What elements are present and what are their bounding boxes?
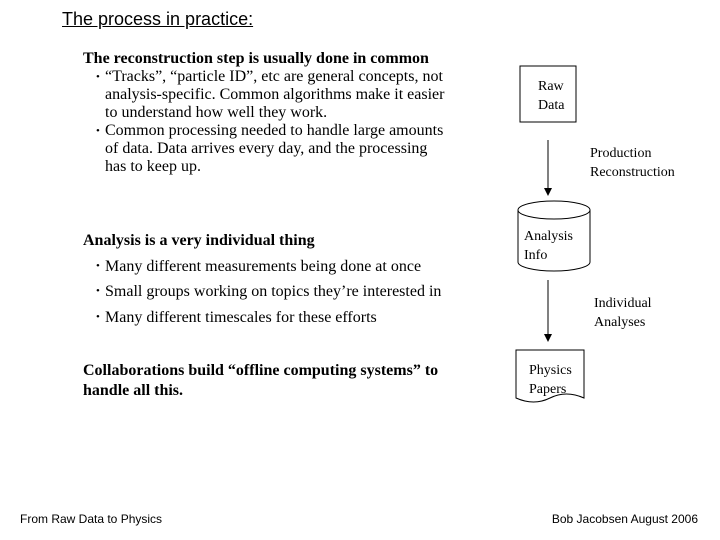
bullet-common-processing: • Common processing needed to handle large amounts of data. Data arrives every day, and the processing has to keep up.	[96, 122, 444, 175]
section-reconstruction	[83, 50, 503, 176]
slide-title: The process in practice:	[62, 9, 254, 29]
physics-papers-label: Physics Papers	[529, 363, 572, 397]
bullet-measurements: • Many different measurements being done at once	[96, 257, 422, 275]
footer-left: From Raw Data to Physics	[20, 512, 163, 526]
reconstruction-heading: The reconstruction step is usually done in common	[83, 50, 429, 67]
arrowhead-icon	[544, 334, 552, 342]
bullet-dot-icon: •	[96, 310, 100, 323]
bullet-dot-icon: •	[96, 125, 100, 137]
bullet-tracks: • “Tracks”, “particle ID”, etc are general concepts, not analysis-specific. Common algorithms make it easier to understand how well they work.	[96, 68, 445, 121]
raw-data-label: Raw Data	[538, 79, 565, 113]
arrowhead-icon	[544, 188, 552, 196]
bullet-dot-icon: •	[96, 259, 100, 272]
section-collaborations: Collaborations build “offline computing systems” to handle all this.	[83, 362, 439, 399]
bullet-dot-icon: •	[96, 285, 100, 297]
flow-diagram	[500, 60, 710, 420]
footer-right: Bob Jacobsen August 2006	[551, 512, 698, 526]
section-analysis	[83, 231, 503, 333]
analysis-info-label: Analysis Info	[524, 229, 573, 263]
bullet-timescales: • Many different timescales for these efforts	[96, 308, 377, 326]
analysis-heading: Analysis is a very individual thing	[83, 232, 315, 249]
production-reconstruction-label: Production Reconstruction	[590, 146, 675, 180]
individual-analyses-label: Individual Analyses	[594, 296, 652, 330]
bullet-dot-icon: •	[96, 71, 100, 83]
bullet-small-groups: • Small groups working on topics they’re interested in	[96, 283, 442, 300]
